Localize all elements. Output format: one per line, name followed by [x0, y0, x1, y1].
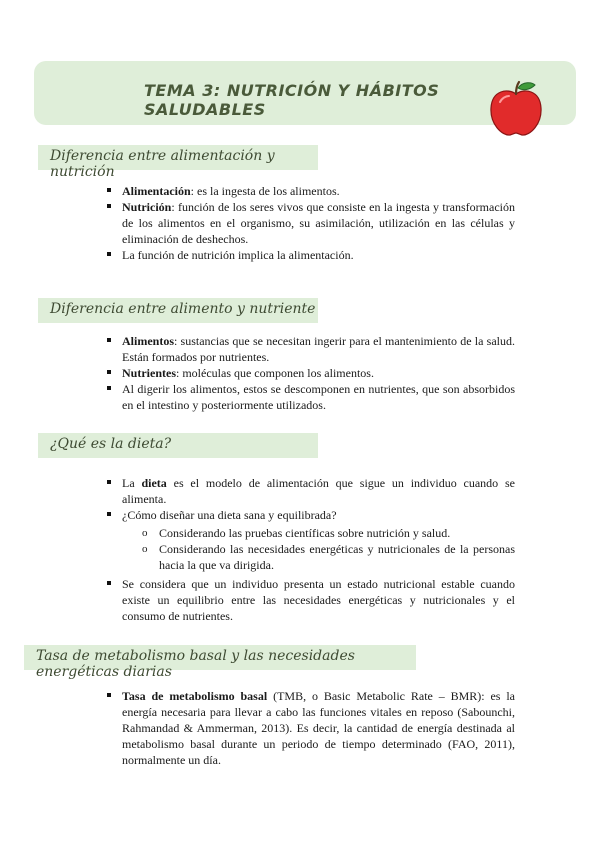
bullet-list [107, 688, 515, 768]
section-heading: ¿Qué es la dieta? [50, 436, 172, 452]
bullet-list [107, 183, 515, 263]
section-heading: Diferencia entre alimento y nutriente [50, 301, 316, 317]
section-heading-bar [38, 298, 318, 323]
bullet-list [107, 475, 515, 573]
list-item: La dieta es el modelo de alimentación que sigue un individuo cuando se alimenta. [107, 475, 515, 507]
list-item: La función de nutrición implica la alimentación. [107, 247, 515, 263]
sub-list-item: o Considerando las necesidades energéticas y nutricionales de la personas hacia la que va dirigida. [122, 541, 515, 573]
list-item: Alimentos: sustancias que se necesitan ingerir para el mantenimiento de la salud. Están formados por nutrientes. [107, 333, 515, 365]
list-item: Nutrientes: moléculas que componen los alimentos. [107, 365, 515, 381]
bullet-list [107, 333, 515, 413]
section-heading-bar [38, 433, 318, 458]
section-heading: Tasa de metabolismo basal y las necesidades energéticas diarias [36, 648, 355, 680]
section-heading-bar [38, 145, 318, 180]
section-heading-bar [24, 645, 416, 680]
apple-icon [486, 80, 546, 138]
bullet-list [107, 576, 515, 624]
list-item: Nutrición: función de los seres vivos que consiste en la ingesta y transformación de los alimentos en el organismo, su asimilación, utilización en las células y eliminación de deshechos. [107, 199, 515, 247]
list-item: ¿Cómo diseñar una dieta sana y equilibrada? o Considerando las pruebas científicas sobre nutrición y salud. o Considerando las necesidades energéticas y nutricionales de la personas hacia la que va dirigida. [107, 507, 515, 573]
section-heading: Diferencia entre alimentación y nutrición [50, 148, 275, 180]
list-item: Tasa de metabolismo basal (TMB, o Basic Metabolic Rate – BMR): es la energía necesaria para llevar a cabo las funciones vitales en reposo (Sabounchi, Rahmandad & Ammerman, 2013). Es decir, la cantidad de energía destinada al metabolismo basal durante un periodo de tiempo determinado (FAO, 2011), normalmente un día. [107, 688, 515, 768]
page-title: TEMA 3: NUTRICIÓN Y HÁBITOS SALUDABLES [144, 81, 440, 119]
list-item: Se considera que un individuo presenta un estado nutricional estable cuando existe un equilibrio entre las necesidades energéticas y nutricionales y el consumo de nutrientes. [107, 576, 515, 624]
list-item: Alimentación: es la ingesta de los alimentos. [107, 183, 515, 199]
sub-list [122, 525, 515, 573]
sub-list-item: o Considerando las pruebas científicas sobre nutrición y salud. [122, 525, 515, 541]
list-item: Al digerir los alimentos, estos se descomponen en nutrientes, que son absorbidos en el intestino y posteriormente utilizados. [107, 381, 515, 413]
